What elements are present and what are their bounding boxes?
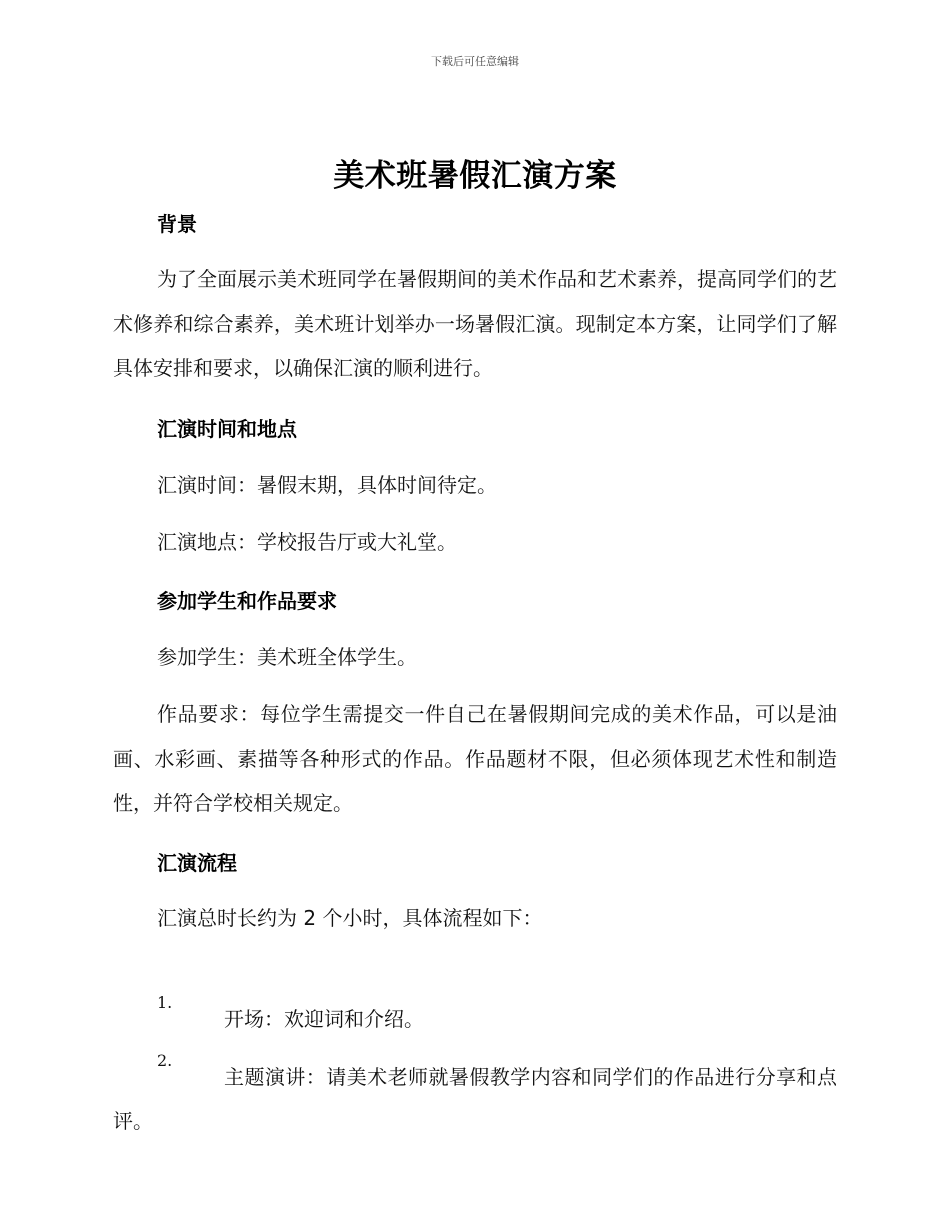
requirements-paragraph: 作品要求：每位学生需提交一件自己在暑假期间完成的美术作品，可以是油画、水彩画、素描等各种形式的作品。作品题材不限，但必须体现艺术性和制造性，并符合学校相关规定。 [113,702,837,815]
section-heading-process: 汇演流程 [157,851,237,875]
list-item-number: 2. [157,1051,173,1070]
time-paragraph: 汇演时间：暑假末期，具体时间待定。 [157,473,497,497]
list-item-text: 开场：欢迎词和介绍。 [224,1006,424,1031]
list-item [113,1010,837,1144]
students-paragraph: 参加学生：美术班全体学生。 [157,645,417,669]
section-heading-time-place: 汇演时间和地点 [157,417,297,441]
document-title: 美术班暑假汇演方案 [333,158,617,194]
section-heading-participants: 参加学生和作品要求 [157,589,337,613]
list-item-number: 1. [157,993,173,1012]
section-heading-background: 背景 [157,212,197,236]
background-paragraph: 为了全面展示美术班同学在暑假期间的美术作品和艺术素养，提高同学们的艺术修养和综合素养，美术班计划举办一场暑假汇演。现制定本方案，让同学们了解具体安排和要求，以确保汇演的顺利进行。 [113,267,837,380]
process-intro: 汇演总时长约为 2 个小时，具体流程如下： [157,906,543,930]
list-item-text: 主题演讲：请美术老师就暑假教学内容和同学们的作品进行分享和点评。 [113,1064,837,1133]
place-paragraph: 汇演地点：学校报告厅或大礼堂。 [157,530,457,554]
header-note: 下载后可任意编辑 [431,55,519,68]
